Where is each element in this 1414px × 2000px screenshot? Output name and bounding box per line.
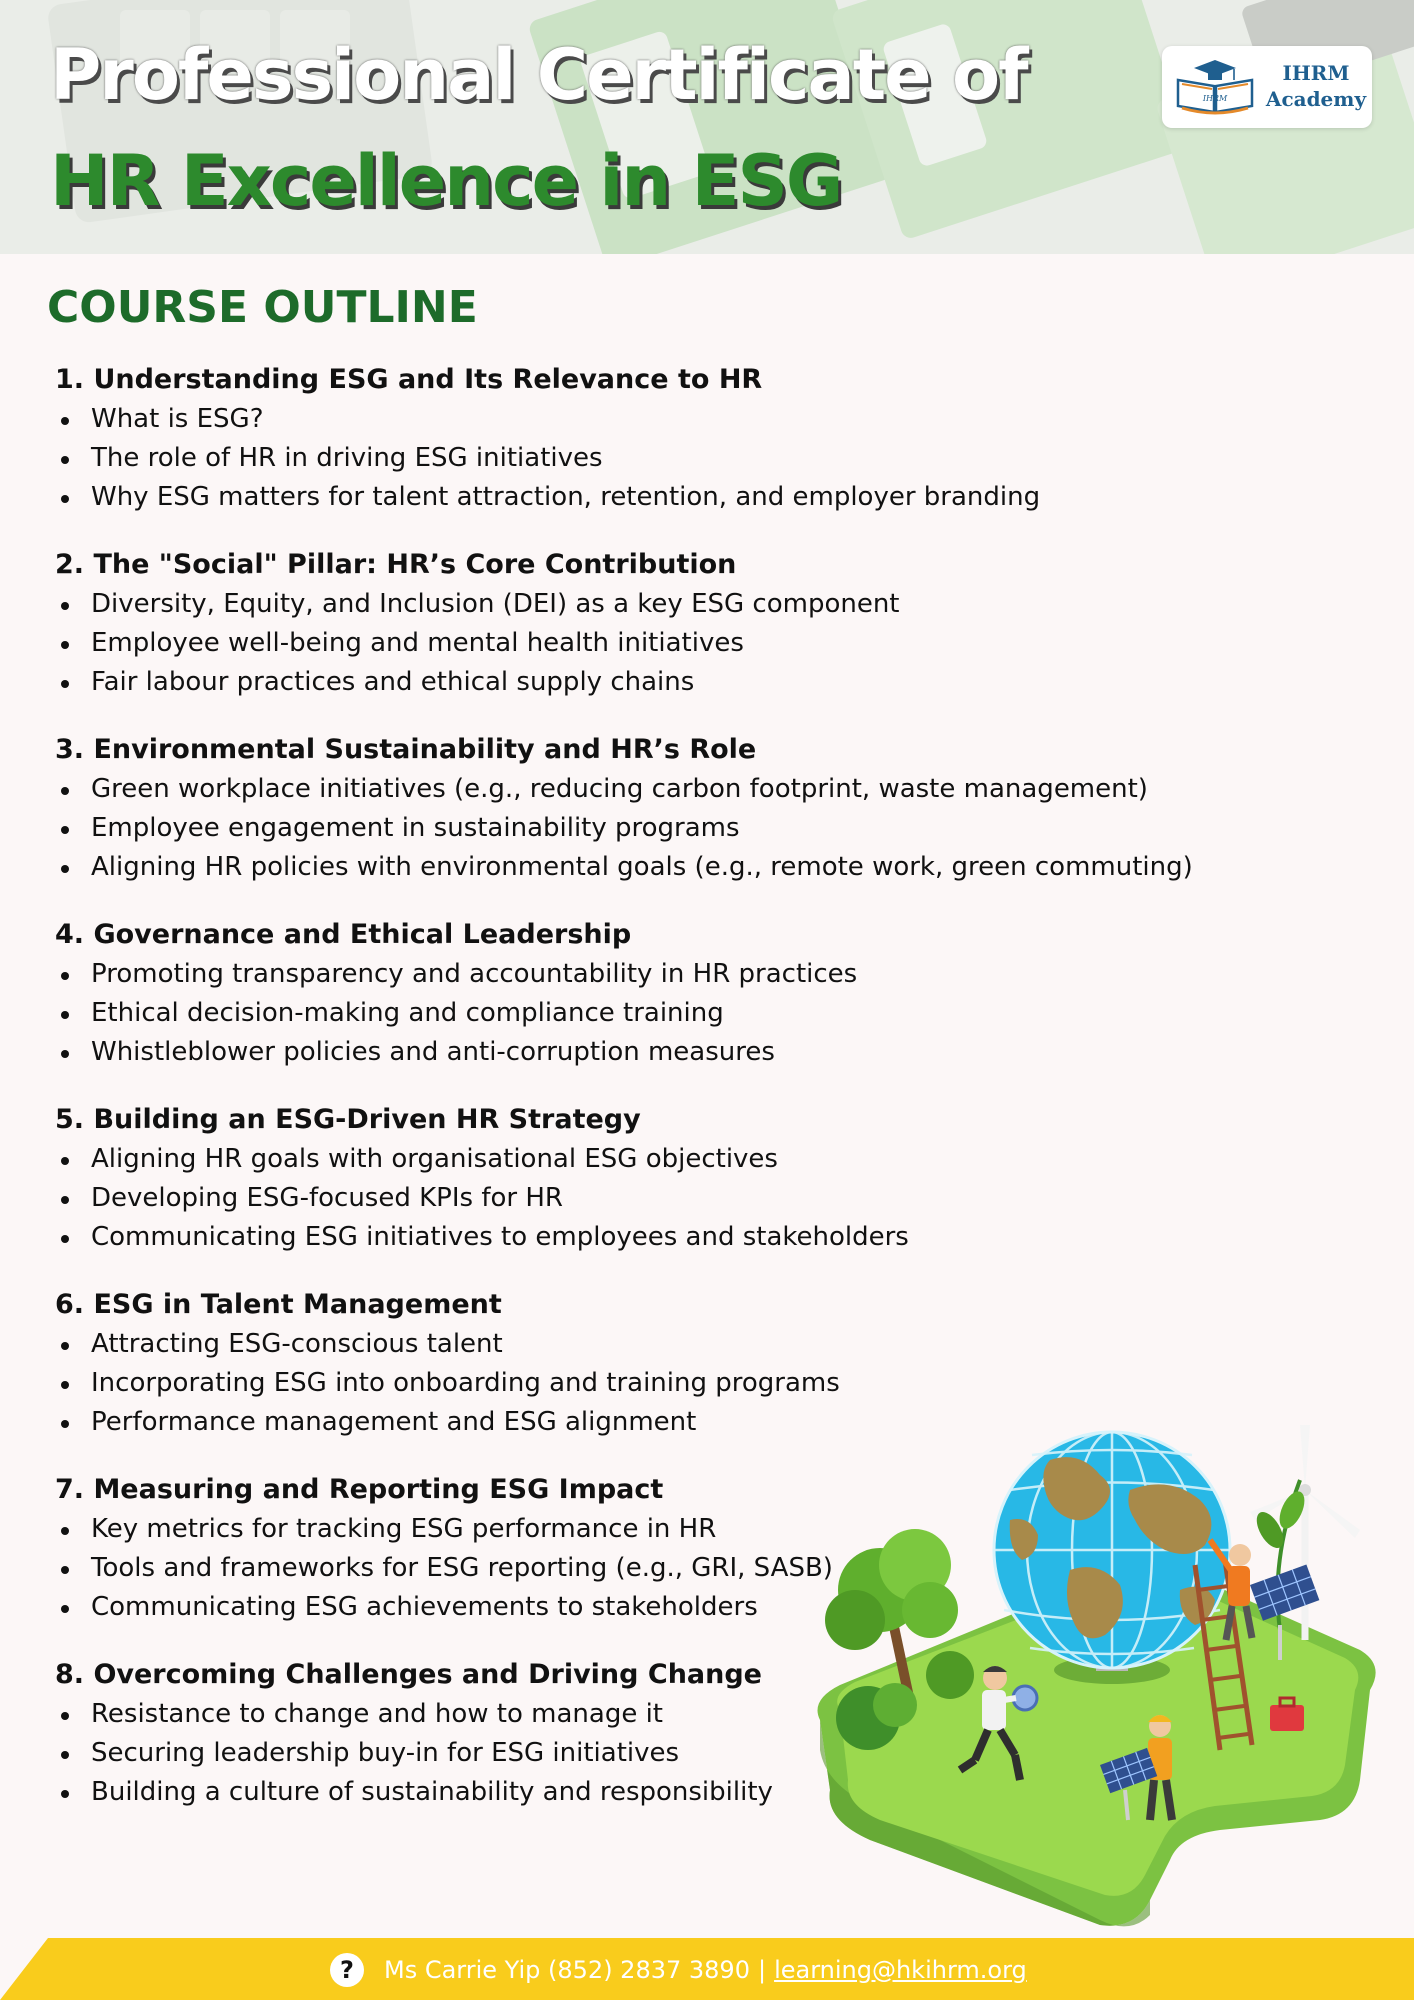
ihrm-academy-logo [1162,46,1372,128]
bullet-item: Developing ESG-focused KPIs for HR [55,1179,1255,1218]
footer-separator: | [757,1956,767,1984]
bullet-item: Fair labour practices and ethical supply chains [55,663,1255,702]
section-title: 6. ESG in Talent Management [55,1289,502,1320]
section-bullet-list [55,1140,1255,1257]
bullet-item: Performance management and ESG alignment [55,1403,1255,1442]
logo-text-line1: IHRM [1282,61,1350,85]
bullet-item: Promoting transparency and accountability in HR practices [55,955,1255,994]
bullet-item: Building a culture of sustainability and responsibility [55,1773,1255,1812]
bullet-item: Communicating ESG achievements to stakeholders [55,1588,1255,1627]
outline-section-3 [55,730,1255,915]
bullet-item: Diversity, Equity, and Inclusion (DEI) as a key ESG component [55,585,1255,624]
bullet-item: Tools and frameworks for ESG reporting (e.g., GRI, SASB) [55,1549,1255,1588]
bullet-item: Aligning HR goals with organisational ESG objectives [55,1140,1255,1179]
bullet-item: What is ESG? [55,400,1255,439]
bullet-item: Securing leadership buy-in for ESG initiatives [55,1734,1255,1773]
bullet-item: Employee engagement in sustainability programs [55,809,1255,848]
section-title: 2. The "Social" Pillar: HR’s Core Contribution [55,549,737,580]
section-title: 8. Overcoming Challenges and Driving Change [55,1659,762,1690]
bullet-item: Incorporating ESG into onboarding and training programs [55,1364,1255,1403]
outline-section-4 [55,915,1255,1100]
svg-text:IHRM: IHRM [1202,94,1228,103]
bullet-item: Ethical decision-making and compliance training [55,994,1255,1033]
page-title-line1: Professional Certificate of [50,34,1027,116]
contact-name-phone: Ms Carrie Yip (852) 2837 3890 [384,1956,750,1984]
header-banner [0,0,1414,254]
section-bullet-list [55,400,1255,517]
academy-book-cap-icon [1174,58,1256,116]
bullet-item: Aligning HR policies with environmental goals (e.g., remote work, green commuting) [55,848,1255,887]
logo-text-line2: Academy [1265,87,1367,111]
section-title: 4. Governance and Ethical Leadership [55,919,632,950]
page-title-line2: HR Excellence in ESG [50,140,842,222]
outline-section-1 [55,360,1255,545]
outline-section-5 [55,1100,1255,1285]
bullet-item: Communicating ESG initiatives to employees and stakeholders [55,1218,1255,1257]
bullet-item: Key metrics for tracking ESG performance in HR [55,1510,1255,1549]
bullet-item: Why ESG matters for talent attraction, retention, and employer branding [55,478,1255,517]
section-bullet-list [55,770,1255,887]
question-icon: ? [330,1953,364,1987]
bullet-item: Resistance to change and how to manage it [55,1695,1255,1734]
email-link[interactable]: learning@hkihrm.org [774,1956,1027,1984]
bullet-item: Whistleblower policies and anti-corruption measures [55,1033,1255,1072]
course-outline-heading: COURSE OUTLINE [47,282,478,333]
section-bullet-list [55,585,1255,702]
section-title: 5. Building an ESG-Driven HR Strategy [55,1104,641,1135]
bullet-item: Employee well-being and mental health initiatives [55,624,1255,663]
bullet-item: Green workplace initiatives (e.g., reducing carbon footprint, waste management) [55,770,1255,809]
section-title: 7. Measuring and Reporting ESG Impact [55,1474,664,1505]
bullet-item: Attracting ESG-conscious talent [55,1325,1255,1364]
section-bullet-list [55,955,1255,1072]
outline-section-2 [55,545,1255,730]
bullet-item: The role of HR in driving ESG initiatives [55,439,1255,478]
footer-contact-bar [0,1938,1414,2000]
esg-globe-illustration [800,1420,1380,1940]
section-title: 1. Understanding ESG and Its Relevance to HR [55,364,763,395]
section-title: 3. Environmental Sustainability and HR’s Role [55,734,757,765]
